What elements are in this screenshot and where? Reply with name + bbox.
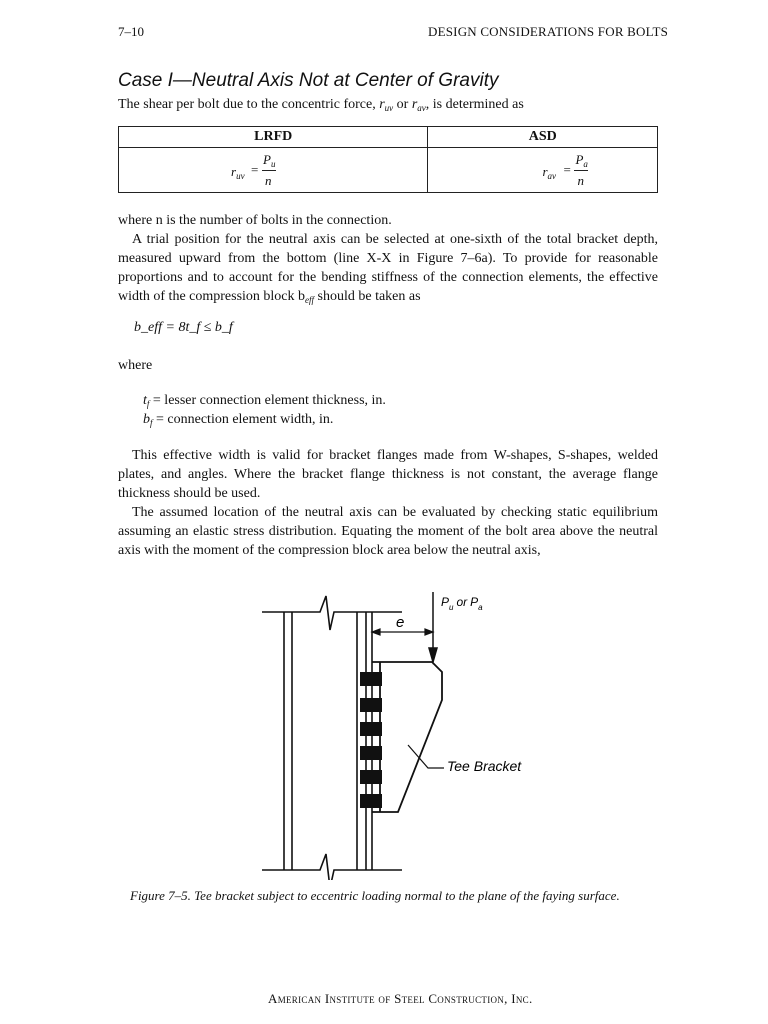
bolt [360,794,382,808]
lrfd-fraction-bar [262,170,276,171]
definition-bf: $b_f$ = connection element width, in. [143,412,334,428]
r-uv-sub: uv [384,103,394,113]
lrfd-lhs: $r_{uv}$ [231,164,245,181]
page-number: 7–10 [118,24,144,39]
tee-bracket-figure [0,580,768,880]
where-label: where [118,358,153,373]
lrfd-equation-cell [119,148,428,193]
asd-numerator: $P_a$ [575,152,588,169]
definition-tf: $t_f$ = lesser connection element thickness, in. [143,393,386,409]
eccentricity-label: e [396,614,405,631]
asd-equation-cell [428,148,658,193]
bracket-label: Tee Bracket [447,758,522,774]
bolt [360,770,382,784]
paragraph-where-n: where n is the number of bolts in the connection. [118,213,392,228]
running-title: DESIGN CONSIDERATIONS FOR BOLTS [428,24,669,39]
intro-post: , is determined as [425,97,524,112]
table-header-lrfd: LRFD [119,127,428,148]
column-section [262,596,405,880]
lrfd-denominator: n [265,173,272,188]
asd-lhs: $r_{av}$ [542,164,557,181]
figure-caption: Figure 7–5. Tee bracket subject to eccentric loading normal to the plane of the faying surface. [130,888,620,903]
intro-line [118,97,524,113]
load-label: $P_u$ or $P_a$ [441,595,483,612]
r-av-symbol: r [411,97,418,112]
lrfd-numerator: $P_u$ [263,152,276,169]
page-footer: American Institute of Steel Construction, Inc. [268,991,533,1006]
load-arrow [429,592,437,662]
tee-bracket-shape [372,662,442,812]
intro-or: or [396,97,409,112]
asd-denominator: n [577,173,584,188]
paragraph-neutral-axis: The assumed location of the neutral axis can be evaluated by checking static equilibrium assuming an elastic stress distribution. Equating the moment of the bolt area above the neutral axis with the moment of the compression block area below the neutral axis, [118,505,658,558]
bolt [360,698,382,712]
lrfd-equals: = [251,162,259,177]
intro-pre: The shear per bolt due to the concentric force, [118,97,376,112]
table-header-asd: ASD [428,127,658,148]
asd-equals: = [563,162,571,177]
bolt [360,746,382,760]
bolt-group [360,672,382,808]
section-title: Case I—Neutral Axis Not at Center of Gravity [118,70,499,91]
paragraph-effective-width: This effective width is valid for bracket flanges made from W-shapes, S-shapes, welded plates, and angles. Where the bracket flange thickness is not constant, the average flange thickness should be used. [118,448,658,501]
r-uv-symbol: r [379,97,385,112]
bolt [360,722,382,736]
effective-width-formula: b_eff = 8t_f ≤ b_f [134,320,233,335]
bracket-leader-line [408,745,444,768]
bolt [360,672,382,686]
lrfd-asd-table [118,126,658,193]
paragraph-trial-position: A trial position for the neutral axis can be selected at one-sixth of the total bracket depth, measured upward from the bottom (line X-X in Figure 7–6a). To provide for reasonable proportions and to account for the bending stiffness of the connection elements, the effective width of the compression block $b_{eff}$ should be taken as [118,232,658,305]
r-av-sub: av [417,103,426,113]
asd-fraction-bar [574,170,588,171]
